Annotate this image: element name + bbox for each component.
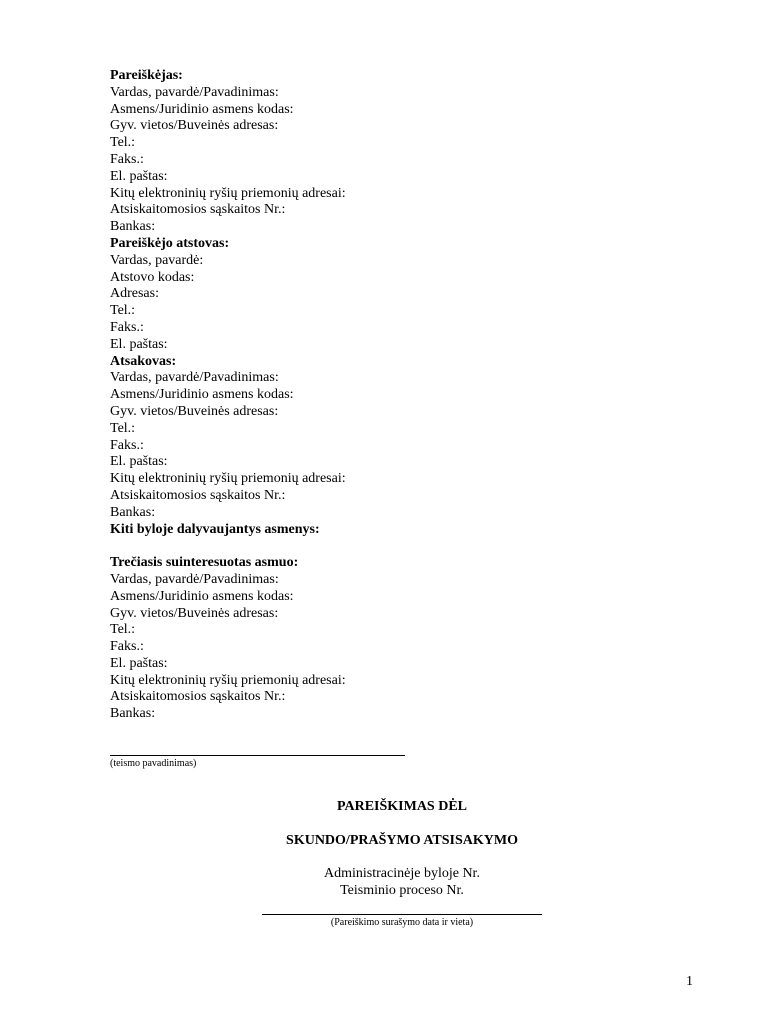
court-name-caption: (teismo pavadinimas) — [110, 758, 197, 769]
page-number: 1 — [686, 974, 693, 989]
document-title-line2: SKUNDO/PRAŠYMO ATSISAKYMO — [286, 833, 518, 848]
applicant-field: Vardas, pavardė/Pavadinimas: — [110, 84, 279, 100]
third-party-field: Gyv. vietos/Buveinės adresas: — [110, 605, 279, 621]
applicant-field: Faks.: — [110, 151, 144, 167]
third-party-field: Atsiskaitomosios sąskaitos Nr.: — [110, 689, 286, 705]
applicant-heading: Pareiškėjas: — [110, 68, 183, 83]
applicant-field: El. paštas: — [110, 168, 168, 184]
applicant-field: Gyv. vietos/Buveinės adresas: — [110, 118, 279, 134]
representative-field: Vardas, pavardė: — [110, 252, 204, 268]
respondent-field: Faks.: — [110, 437, 144, 453]
representative-field: El. paštas: — [110, 336, 168, 352]
applicant-field: Asmens/Juridinio asmens kodas: — [110, 101, 294, 117]
court-name-line — [110, 755, 405, 756]
date-place-line — [262, 914, 542, 915]
date-place-caption: (Pareiškimo surašymo data ir vieta) — [330, 917, 474, 928]
representative-field: Adresas: — [110, 286, 159, 302]
representative-field: Tel.: — [110, 303, 136, 319]
applicant-field: Bankas: — [110, 219, 156, 235]
other-participants-heading: Kiti byloje dalyvaujantys asmenys: — [110, 521, 320, 537]
third-party-field: Bankas: — [110, 706, 156, 722]
third-party-field: Kitų elektroninių ryšių priemonių adresai: — [110, 672, 346, 688]
applicant-field: Kitų elektroninių ryšių priemonių adresai: — [110, 185, 346, 201]
third-party-heading: Trečiasis suinteresuotas asmuo: — [110, 555, 299, 571]
court-process-number: Teisminio proceso Nr. — [340, 882, 464, 898]
case-info — [18, 866, 768, 900]
blank-line — [110, 538, 670, 555]
respondent-heading: Atsakovas: — [110, 353, 177, 369]
respondent-field: El. paštas: — [110, 454, 168, 470]
representative-field: Atstovo kodas: — [110, 269, 195, 285]
respondent-field: Tel.: — [110, 420, 136, 436]
third-party-field: Tel.: — [110, 622, 136, 638]
parties-section — [110, 68, 670, 723]
applicant-field: Atsiskaitomosios sąskaitos Nr.: — [110, 202, 286, 218]
respondent-field: Gyv. vietos/Buveinės adresas: — [110, 403, 279, 419]
third-party-field: Vardas, pavardė/Pavadinimas: — [110, 571, 279, 587]
representative-field: Faks.: — [110, 319, 144, 335]
applicant-field: Tel.: — [110, 135, 136, 151]
third-party-field: Asmens/Juridinio asmens kodas: — [110, 588, 294, 604]
representative-heading: Pareiškėjo atstovas: — [110, 235, 230, 251]
document-title-line1: PAREIŠKIMAS DĖL — [336, 799, 468, 814]
respondent-field: Asmens/Juridinio asmens kodas: — [110, 387, 294, 403]
respondent-field: Bankas: — [110, 504, 156, 520]
third-party-field: Faks.: — [110, 639, 144, 655]
administrative-case-number: Administracinėje byloje Nr. — [324, 866, 480, 881]
respondent-field: Atsiskaitomosios sąskaitos Nr.: — [110, 487, 286, 503]
third-party-field: El. paštas: — [110, 655, 168, 671]
respondent-field: Vardas, pavardė/Pavadinimas: — [110, 370, 279, 386]
respondent-field: Kitų elektroninių ryšių priemonių adresai: — [110, 471, 346, 487]
